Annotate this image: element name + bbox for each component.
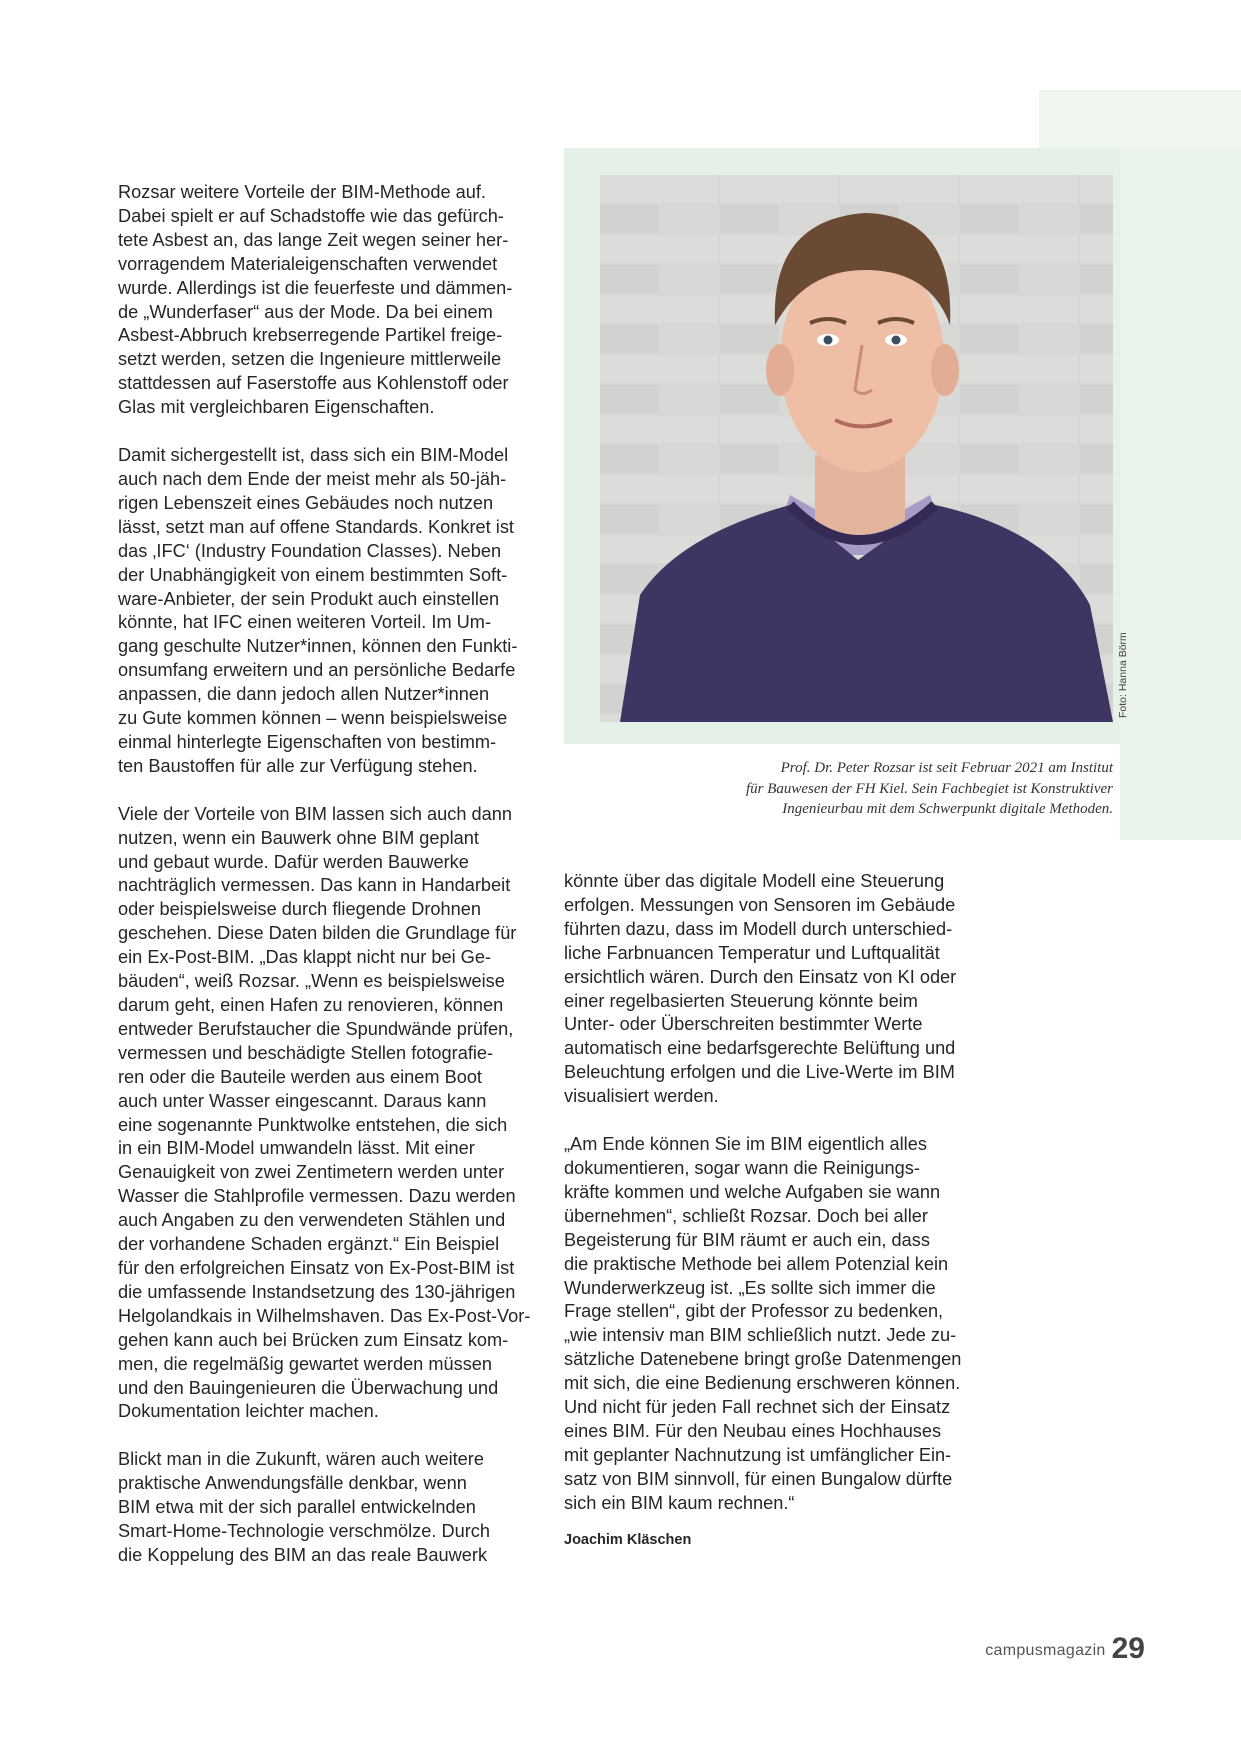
page-number: 29	[1111, 1632, 1145, 1665]
photo-credit: Foto: Hanna Börm	[1117, 632, 1129, 718]
article-paragraph: könnte über das digitale Modell eine Steuerung erfolgen. Messungen von Sensoren im Gebäude führten dazu, dass im Modell durch unterschied- liche Farbnuancen Temperatur und Luftqualität ersichtlich wären. Durch den Einsatz von KI oder einer regelbasierten Steuerung könnte beim Unter- oder Überschreiten bestimmter Werte automatisch eine bedarfsgerechte Belüftung und Beleuchtung erfolgen und die Live-Werte im BIM visualisiert werden.	[564, 871, 957, 1107]
page-footer	[960, 1632, 1145, 1666]
portrait-illustration	[600, 175, 1113, 722]
article-right-column	[564, 870, 984, 1540]
decorative-green-block-side	[1120, 150, 1241, 840]
article-paragraph: Damit sichergestellt ist, dass sich ein BIM-Model auch nach dem Ende der meist mehr als 50-jäh- rigen Lebenszeit eines Gebäudes noch nutzen lässt, setzt man auf offene Standards. Konkret ist das ‚IFC‘ (Industry Foundation Classes). Neben der Unabhängigkeit von einem bestimmten Soft- ware-Anbieter, der sein Produkt auch einstellen könnte, hat IFC einen weiteren Vorteil. Im Um- gang geschulte Nutzer*innen, können den Funkti- onsumfang erweitern und an persönliche Bedarfe anpassen, die dann jedoch allen Nutzer*innen zu Gute kommen können – wenn beispielsweise einmal hinterlegte Eigenschaften von bestimm- ten Baustoffen für alle zur Verfügung stehen.	[118, 445, 518, 776]
portrait-photo	[600, 175, 1113, 722]
article-paragraph: Rozsar weitere Vorteile der BIM-Methode auf. Dabei spielt er auf Schadstoffe wie das gefürch- tete Asbest an, das lange Zeit wegen seiner her- vorragendem Materialeigenschaften verwendet wurde. Allerdings ist die feuerfeste und dämmen- de „Wunderfaser“ aus der Mode. Da bei einem Asbest-Abbruch krebserregende Partikel freige- setzt werden, setzen die Ingenieure mittlerweile stattdessen auf Faserstoffe aus Kohlenstoff oder Glas mit vergleichbaren Eigenschaften.	[118, 182, 513, 418]
article-author: Joachim Kläschen	[564, 1532, 692, 1548]
article-paragraph: Blickt man in die Zukunft, wären auch weitere praktische Anwendungsfälle denkbar, wenn BIM etwa mit der sich parallel entwickelnden Smart-Home-Technologie verschmölze. Durch die Koppelung des BIM an das reale Bauwerk	[118, 1449, 490, 1565]
photo-caption: Prof. Dr. Peter Rozsar ist seit Februar 2021 am Institut für Bauwesen der FH Kiel. Sein Fachbegiet ist Konstruktiver Ingenieurbau mit dem Schwerpunkt digitale Methoden.	[745, 760, 1113, 817]
article-left-column	[118, 181, 538, 1592]
article-paragraph: Viele der Vorteile von BIM lassen sich auch dann nutzen, wenn ein Bauwerk ohne BIM geplant und gebaut wurde. Dafür werden Bauwerke nachträglich vermessen. Das kann in Handarbeit oder beispielsweise durch fliegende Drohnen geschehen. Diese Daten bilden die Grundlage für ein Ex-Post-BIM. „Das klappt nicht nur bei Ge- bäuden“, weiß Rozsar. „Wenn es beispielsweise darum geht, einen Hafen zu renovieren, können entweder Berufstaucher die Spundwände prüfen, vermessen und beschädigte Stellen fotografie- ren oder die Bauteile werden aus einem Boot auch unter Wasser eingescannt. Daraus kann eine sogenannte Punktwolke entstehen, die sich in ein BIM-Model umwandeln lässt. Mit einer Genauigkeit von zwei Zentimetern werden unter Wasser die Stahlprofile vermessen. Dazu werden auch Angaben zu den verwendeten Stählen und der vorhandene Schaden ergänzt.“ Ein Beispiel für den erfolgreichen Einsatz von Ex-Post-BIM ist die umfassende Instandsetzung des 130-jährigen Helgolandkais in Wilhelmshaven. Das Ex-Post-Vor- gehen kann auch bei Brücken zum Einsatz kom- men, die regelmäßig gewartet werden müssen und den Bauingenieuren die Überwachung und Dokumentation leichter machen.	[118, 803, 531, 1422]
decorative-green-block-top	[1039, 90, 1241, 150]
article-paragraph: „Am Ende können Sie im BIM eigentlich alles dokumentieren, sogar wann die Reinigungs- kräfte kommen und welche Aufgaben sie wann übernehmen“, schließt Rozsar. Doch bei aller Begeisterung für BIM räumt er auch ein, dass die praktische Methode bei allem Potenzial kein Wunderwerkzeug ist. „Es sollte sich immer die Frage stellen“, gibt der Professor zu bedenken, „wie intensiv man BIM schließlich nutzt. Jede zu- sätzliche Datenebene bringt große Datenmengen mit sich, die eine Bedienung erschweren können. Und nicht für jeden Fall rechnet sich der Einsatz eines BIM. Für den Neubau eines Hochhauses mit geplanter Nachnutzung ist umfänglicher Ein- satz von BIM sinnvoll, für einen Bungalow dürfte sich ein BIM kaum rechnen.“	[564, 1134, 962, 1513]
magazine-name: campusmagazin	[985, 1642, 1106, 1659]
